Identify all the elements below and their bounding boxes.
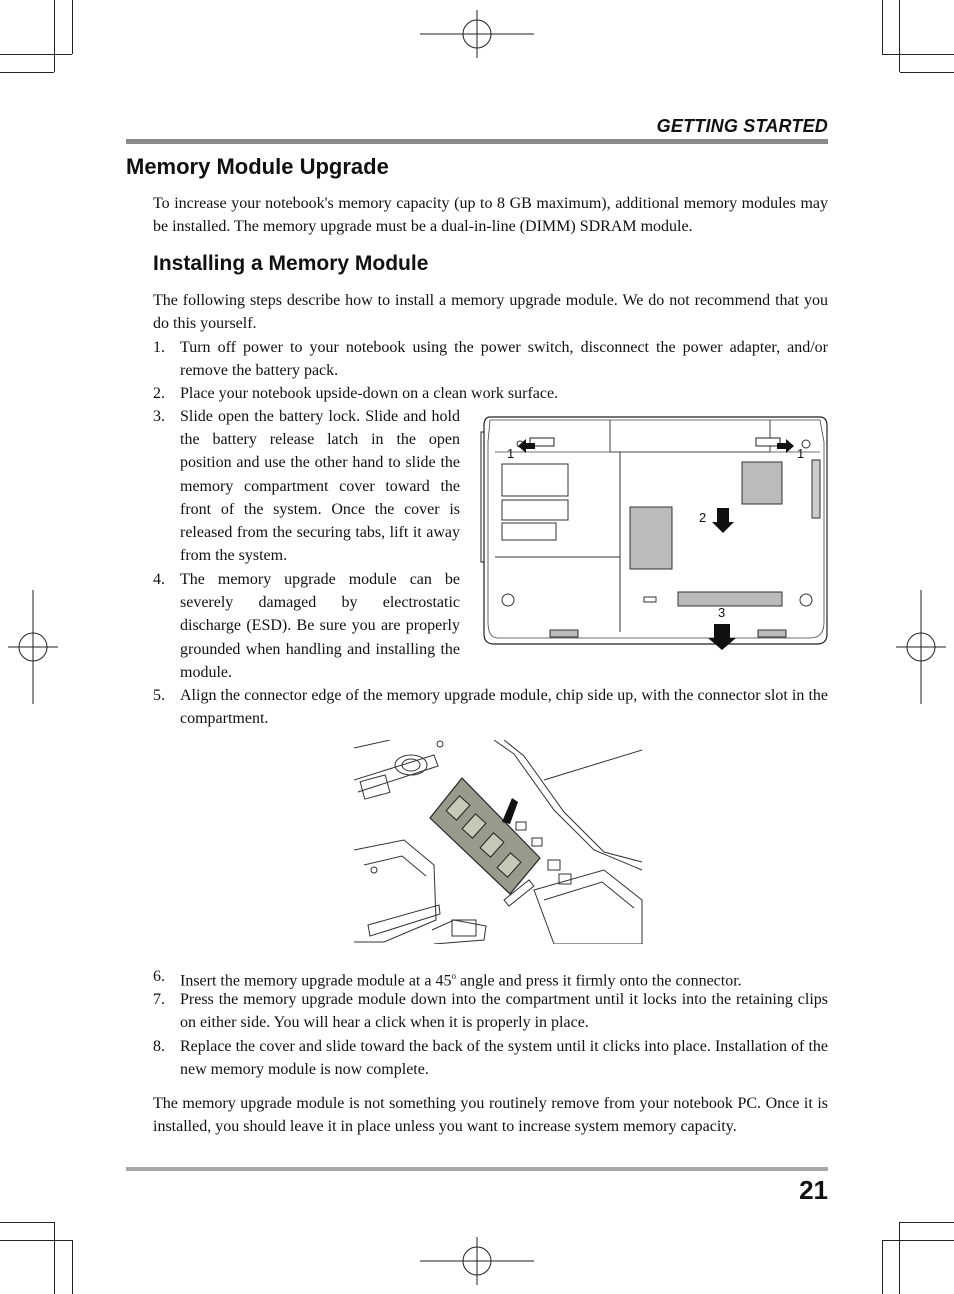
label-2: 2 [699, 510, 707, 525]
registration-mark-bottom [420, 1237, 534, 1285]
page-title: Memory Module Upgrade [126, 154, 389, 179]
section-header: GETTING STARTED [656, 116, 828, 136]
step-text: Insert the memory upgrade module at a 45$^o$ angle and press it firmly onto the connector. [180, 971, 742, 990]
step-number: 4. [153, 571, 165, 588]
step-text: Replace the cover and slide toward the back of the system until it clicks into place. Installation of the new memory module is now complete. [180, 1038, 828, 1079]
step-number: 7. [153, 991, 165, 1008]
label-1-right: 1 [797, 446, 805, 461]
step-number: 3. [153, 408, 165, 425]
page-number: 21 [799, 1175, 828, 1205]
label-3: 3 [718, 605, 726, 620]
step-text: Align the connector edge of the memory upgrade module, chip side up, with the connector slot in the compartment. [180, 687, 828, 728]
step-number: 6. [153, 968, 165, 985]
step-number: 1. [153, 339, 165, 356]
steps-intro: The following steps describe how to install a memory upgrade module. We do not recommend that you do this yourself. [153, 292, 828, 333]
closing-paragraph: The memory upgrade module is not something you routinely remove from your notebook PC. Once it is installed, you should leave it in place unless you want to increase system memory capacity. [153, 1095, 828, 1136]
registration-mark-right [896, 590, 946, 704]
step-number: 5. [153, 687, 165, 704]
memory-module-insertion-diagram [354, 740, 644, 944]
intro-paragraph: To increase your notebook's memory capacity (up to 8 GB maximum), additional memory modules may be installed. The memory upgrade must be a dual-in-line (DIMM) SDRAM module. [153, 195, 828, 236]
step-text: The memory upgrade module can be severely damaged by electrostatic discharge (ESD). Be sure you are properly grounded when handling and installing the module. [180, 571, 460, 681]
footer-rule [126, 1167, 828, 1171]
registration-mark-left [8, 590, 58, 704]
step-text: Place your notebook upside-down on a clean work surface. [180, 385, 559, 402]
step-number: 8. [153, 1038, 165, 1055]
step-text: Turn off power to your notebook using the power switch, disconnect the power adapter, and/or remove the battery pack. [180, 339, 828, 380]
step-text: Slide open the battery lock. Slide and hold the battery release latch in the open position and use the other hand to slide the memory compartment cover toward the front of the system. Once the cover is released from the securing tabs, lift it away from the system. [180, 408, 460, 565]
header-rule [126, 139, 828, 144]
section-title: Installing a Memory Module [153, 252, 429, 275]
arrow-down-left-icon [502, 798, 518, 824]
label-1-left: 1 [507, 446, 515, 461]
notebook-underside-diagram [480, 412, 830, 652]
step-number: 2. [153, 385, 165, 402]
step-text: Press the memory upgrade module down into the compartment until it locks into the retaining clips on either side. You will hear a click when it is properly in place. [180, 991, 828, 1032]
registration-mark-top [420, 10, 534, 58]
